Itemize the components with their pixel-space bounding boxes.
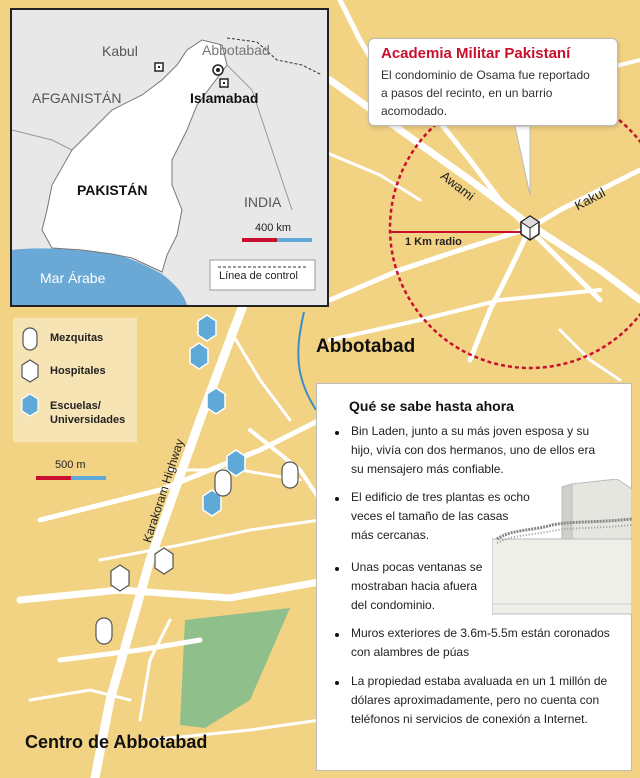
- country-label-india: INDIA: [244, 194, 282, 210]
- city-label-kabul: Kabul: [102, 43, 138, 59]
- info-line: teléfonos ni servicios de conexión a Internet.: [351, 712, 588, 726]
- inset-map: [10, 8, 329, 307]
- country-label-afganistan: AFGANISTÁN: [32, 90, 122, 106]
- compound-icon: [521, 216, 539, 240]
- info-line: su mensajero más confiable.: [351, 462, 504, 476]
- info-line: hijo, vivía con dos hermanos, uno de ellos era: [351, 443, 596, 457]
- academy-callout: [368, 38, 618, 126]
- info-line: Muros exteriores de 3.6m-5.5m están coronados: [351, 626, 610, 640]
- info-line: mostraban hacia afuera: [351, 579, 478, 593]
- country-label-pakistan: PAKISTÁN: [77, 182, 148, 198]
- radius-label: 1 Km radio: [405, 236, 462, 248]
- city-label-islamabad: Islamabad: [190, 90, 259, 106]
- city-label-abbotabad-main: Abbotabad: [316, 336, 416, 357]
- legend-label-schools-1: Escuelas/: [50, 400, 101, 412]
- info-line: Bin Laden, junto a su más joven esposa y su: [351, 424, 590, 438]
- info-line: veces el tamaño de las casas: [351, 509, 509, 523]
- downtown-label: Centro de Abbotabad: [25, 732, 208, 752]
- sea-label: Mar Árabe: [40, 270, 106, 286]
- inset-scale-label: 400 km: [255, 222, 292, 234]
- callout-text: [381, 66, 605, 120]
- info-item: [351, 422, 595, 479]
- info-line: dólares aproximadamente, pero no cuenta con: [351, 693, 600, 707]
- legend-label-hospitals: Hospitales: [50, 365, 106, 377]
- legend-label-mosques: Mezquitas: [50, 332, 104, 344]
- legend-label-schools-2: Universidades: [50, 414, 126, 426]
- inset-map-graphic: [12, 10, 327, 305]
- road-label-karakoram-highway: Karakoram Highway: [140, 437, 187, 545]
- map-scale-bar: [36, 476, 106, 480]
- map-legend: [13, 318, 137, 442]
- info-panel: [316, 383, 632, 771]
- info-line: más cercanas.: [351, 528, 430, 542]
- mosque-icon: [23, 328, 37, 350]
- city-label-abbotabad: Abbotabad: [202, 42, 270, 58]
- info-line: del condominio.: [351, 598, 436, 612]
- road-label-awami: Awami: [437, 168, 478, 204]
- info-line: Unas pocas ventanas se: [351, 560, 483, 574]
- info-item: [351, 488, 530, 545]
- road-label-kakul: Kakul: [572, 184, 608, 214]
- hospital-icon: [22, 360, 38, 382]
- callout-line: a pasos del recinto, en un barrio: [381, 86, 553, 100]
- map-scale-label: 500 m: [55, 459, 86, 471]
- callout-title: Academia Militar Pakistaní: [381, 45, 571, 62]
- info-heading: Qué se sabe hasta ahora: [349, 398, 514, 414]
- control-line-label: Línea de control: [219, 270, 298, 282]
- info-line: con alambres de púas: [351, 645, 470, 659]
- info-line: El edificio de tres plantas es ocho: [351, 490, 530, 504]
- info-item: [351, 624, 610, 662]
- info-item: [351, 672, 607, 729]
- callout-line: acomodado.: [381, 104, 448, 118]
- callout-line: El condominio de Osama fue reportado: [381, 68, 590, 82]
- school-icon: [22, 394, 38, 416]
- info-item: [351, 558, 482, 615]
- info-line: La propiedad estaba avaluada en un 1 millón de: [351, 674, 608, 688]
